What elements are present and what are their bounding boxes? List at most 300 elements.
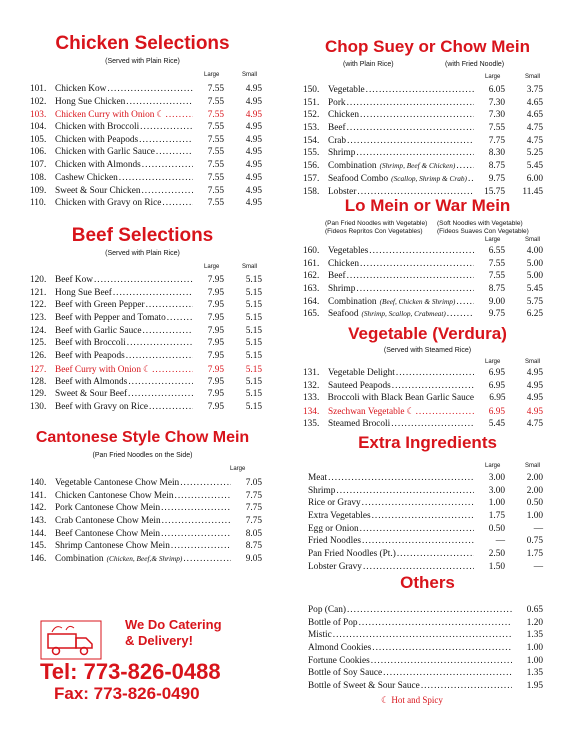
menu-item-row <box>303 84 543 97</box>
item-price-small: 4.95 <box>245 160 262 171</box>
item-name: Beef Curry with Onion <box>55 364 141 375</box>
item-price-small: 5.45 <box>526 284 543 295</box>
menu-item-row <box>30 515 262 528</box>
item-number: 135. <box>303 418 320 429</box>
item-price-large: 7.55 <box>207 185 224 196</box>
item-number: 145. <box>30 541 47 552</box>
menu-item-row <box>308 497 543 510</box>
extra-title: Extra Ingredients <box>358 433 497 452</box>
cantonese-col-large: Large <box>230 466 246 472</box>
item-price-small: 6.00 <box>526 173 543 184</box>
item-price-small: 4.95 <box>245 172 262 183</box>
item-name: Combination <box>328 296 377 307</box>
item-number: 161. <box>303 258 320 269</box>
item-name: Fortune Cookies <box>308 655 370 666</box>
cantonese-subtitle: (Pan Fried Noodles on the Side) <box>92 452 193 459</box>
item-name: Bottle of Soy Sauce <box>308 668 383 679</box>
extra-col-large: Large <box>485 463 501 469</box>
item-note: (Shrimp, Scallop, Crabmeat) <box>361 309 446 319</box>
dot-leader <box>127 337 193 350</box>
menu-item-row <box>308 617 543 630</box>
item-price-small: 5.45 <box>526 161 543 172</box>
item-name: Vegetable Cantonese Chow Mein <box>55 478 180 488</box>
item-name: Beef with Peapods <box>55 351 125 362</box>
menu-item-row <box>303 418 543 431</box>
item-price-small: — <box>533 523 543 534</box>
item-price-small: 5.15 <box>245 364 262 375</box>
spicy-legend <box>381 695 443 706</box>
item-price-large: 15.75 <box>484 186 505 197</box>
item-name: Steamed Brocoli <box>328 418 391 429</box>
item-number: 122. <box>30 300 47 311</box>
item-price-small: 4.65 <box>526 97 543 108</box>
menu-item-row <box>30 274 262 287</box>
dot-leader <box>356 283 474 296</box>
menu-item-row <box>303 308 543 321</box>
dot-leader <box>107 83 193 96</box>
item-number: 154. <box>303 135 320 146</box>
dot-leader <box>363 561 474 574</box>
telephone-number[interactable]: Tel: 773-826-0488 <box>40 659 221 684</box>
menu-item-row <box>303 122 543 135</box>
item-price-small: 6.25 <box>526 309 543 320</box>
item-number: 106. <box>30 147 47 158</box>
dot-leader <box>146 299 193 312</box>
item-price-small: 0.75 <box>526 536 543 547</box>
item-price-small: 4.95 <box>526 380 543 391</box>
item-price-large: 6.95 <box>488 368 505 378</box>
dot-leader <box>183 553 231 566</box>
item-note: (Shrimp, Beef & Chicken) <box>379 161 456 171</box>
chicken-col-large: Large <box>204 72 220 78</box>
item-name: Shrimp Cantonese Chow Mein <box>55 541 170 552</box>
item-price-small: 5.15 <box>245 401 262 412</box>
chili-icon: ☾ <box>156 109 165 120</box>
item-name: Combination <box>328 161 377 172</box>
menu-item-row <box>308 655 543 668</box>
item-price-large: 7.75 <box>488 135 505 146</box>
item-price-large: 7.75 <box>245 490 262 501</box>
dot-leader <box>180 477 231 490</box>
item-number: 123. <box>30 313 47 324</box>
item-name: Beef with Broccoli <box>55 338 126 349</box>
item-number: 160. <box>303 246 320 256</box>
lomein-sub-left-2: (Fideos Repritos Con Vegetables) <box>325 228 423 235</box>
item-price: 0.65 <box>526 605 543 615</box>
menu-item-row <box>30 96 262 109</box>
beef-title: Beef Selections <box>71 225 214 246</box>
menu-item-row <box>308 510 543 523</box>
item-price-large: 6.95 <box>488 380 505 391</box>
item-price-small: — <box>533 561 543 572</box>
item-name: Szechwan Vegetable <box>328 407 405 418</box>
chicken-list <box>30 83 262 210</box>
chopsuey-sub-left: (with Plain Rice) <box>343 61 394 68</box>
item-number: 146. <box>30 554 47 565</box>
item-name: Chicken with Gravy on Rice <box>55 198 162 209</box>
item-price-small: 4.95 <box>245 122 262 133</box>
dot-leader <box>421 680 512 693</box>
lomein-col-large: Large <box>485 237 501 243</box>
item-number: 109. <box>30 185 47 196</box>
item-price-large: 7.55 <box>207 84 224 94</box>
dot-leader <box>362 497 474 510</box>
item-name: Chicken Kow <box>55 84 107 94</box>
menu-item-row <box>30 528 262 541</box>
item-price: 1.35 <box>526 630 543 641</box>
menu-item-row <box>303 258 543 271</box>
item-name: Vegetables <box>328 246 369 256</box>
dot-leader <box>328 472 474 485</box>
item-price-large: 6.05 <box>488 85 505 95</box>
item-number: 103. <box>30 110 47 121</box>
item-price-large: 7.95 <box>207 338 224 349</box>
item-price-small: 4.95 <box>526 368 543 378</box>
item-price-small: 4.95 <box>245 84 262 94</box>
menu-item-row <box>30 312 262 325</box>
item-name: Fried Noodles <box>308 536 361 547</box>
menu-item-row <box>30 553 262 566</box>
catering-line-2: & Delivery! <box>125 633 193 648</box>
menu-item-row <box>303 380 543 393</box>
item-name: Extra Vegetables <box>308 511 371 522</box>
item-name: Bottle of Sweet & Sour Sauce <box>308 681 420 692</box>
item-number: 140. <box>30 478 47 488</box>
menu-item-row <box>308 535 543 548</box>
item-price-large: 7.95 <box>207 364 224 375</box>
item-name: Hong Sue Beef <box>55 287 112 298</box>
beef-col-large: Large <box>204 264 220 270</box>
dot-leader <box>142 325 193 338</box>
menu-item-row <box>303 245 543 258</box>
menu-item-row <box>30 401 262 414</box>
vegetable-subtitle: (Served with Steamed Rice) <box>383 347 472 354</box>
lomein-list <box>303 245 543 321</box>
chili-icon: ☾ <box>406 406 415 417</box>
item-number: 153. <box>303 123 320 134</box>
item-number: 124. <box>30 325 47 336</box>
item-price-small: 4.95 <box>245 198 262 209</box>
item-name: Pork Cantonese Chow Mein <box>55 503 161 514</box>
spicy-legend-label: Hot and Spicy <box>391 695 443 705</box>
dot-leader <box>347 270 474 283</box>
item-number: 104. <box>30 122 47 133</box>
item-price-large: 2.50 <box>488 549 505 560</box>
dot-leader <box>141 185 193 198</box>
chopsuey-sub-right: (with Fried Noodle) <box>445 61 505 68</box>
menu-item-row <box>30 490 262 503</box>
item-price-large: 7.95 <box>207 389 224 400</box>
item-price-large: 9.75 <box>488 173 505 184</box>
item-number: 102. <box>30 96 47 107</box>
menu-item-row <box>30 134 262 147</box>
dot-leader <box>161 528 231 541</box>
item-price-large: 7.95 <box>207 351 224 362</box>
item-price-large: 7.55 <box>207 110 224 121</box>
item-price-large: 8.75 <box>488 161 505 172</box>
item-name: Beef Kow <box>55 275 93 285</box>
item-price-large: 0.50 <box>488 523 505 534</box>
item-price-large: 8.75 <box>245 541 262 552</box>
item-name: Beef with Garlic Sauce <box>55 325 142 336</box>
dot-leader <box>128 376 193 389</box>
dot-leader <box>360 109 474 122</box>
dot-leader <box>142 159 193 172</box>
item-price-large: 1.00 <box>488 498 505 509</box>
menu-item-row <box>303 392 543 405</box>
item-price-large: 8.30 <box>488 148 505 159</box>
item-price-small: 4.75 <box>526 418 543 429</box>
item-number: 150. <box>303 85 320 95</box>
dot-leader <box>396 367 474 380</box>
item-name: Lobster Gravy <box>308 561 362 572</box>
menu-item-row <box>308 548 543 561</box>
dot-leader <box>372 642 512 655</box>
vegetable-col-small: Small <box>525 359 541 365</box>
item-price-large: 7.55 <box>207 96 224 107</box>
item-price-small: 5.25 <box>526 148 543 159</box>
item-price-large: 6.95 <box>489 393 506 404</box>
menu-item-row <box>30 159 262 172</box>
item-name: Chicken with Garlic Sauce <box>55 147 155 158</box>
item-price-large: 7.55 <box>488 258 505 269</box>
dot-leader <box>347 135 474 148</box>
item-price-large: 7.95 <box>207 275 224 285</box>
dot-leader <box>456 160 474 173</box>
dot-leader <box>383 667 512 680</box>
menu-item-row <box>303 160 543 173</box>
item-name: Egg or Onion <box>308 523 359 534</box>
menu-item-row <box>303 270 543 283</box>
item-price-large: 7.55 <box>207 147 224 158</box>
others-title: Others <box>400 573 455 592</box>
item-number: 142. <box>30 503 47 514</box>
item-price-large: 7.95 <box>207 313 224 324</box>
item-price-small: 3.75 <box>526 85 543 95</box>
item-name: Chicken Cantonese Chow Mein <box>55 490 174 501</box>
item-note: (Chicken, Beef,& Shrimp) <box>106 554 183 564</box>
item-number: 105. <box>30 134 47 145</box>
menu-item-row <box>303 283 543 296</box>
delivery-truck-icon <box>40 620 102 660</box>
item-number: 121. <box>30 287 47 298</box>
item-price-large: 8.75 <box>488 284 505 295</box>
item-number: 128. <box>30 376 47 387</box>
item-number: 110. <box>30 198 46 209</box>
menu-item-row <box>30 108 262 121</box>
menu-item-row <box>303 296 543 309</box>
item-number: 134. <box>303 407 320 418</box>
item-price-large: 7.95 <box>207 376 224 387</box>
item-name: Cashew Chicken <box>55 172 118 183</box>
vegetable-col-large: Large <box>485 359 501 365</box>
item-number: 143. <box>30 516 47 527</box>
menu-item-row <box>303 109 543 122</box>
menu-item-row <box>308 472 543 485</box>
item-price-large: 7.55 <box>207 198 224 209</box>
item-name: Lobster <box>328 186 357 197</box>
dot-leader <box>162 515 231 528</box>
dot-leader <box>149 401 193 414</box>
dot-leader <box>347 97 474 110</box>
lomein-col-small: Small <box>525 237 541 243</box>
item-number: 152. <box>303 110 320 121</box>
item-name: Chicken <box>328 110 359 121</box>
item-name: Bottle of Pop <box>308 617 358 628</box>
item-price-small: 4.00 <box>526 246 543 256</box>
dot-leader <box>119 172 193 185</box>
item-price-small: 4.95 <box>245 96 262 107</box>
chopsuey-col-small: Small <box>525 74 541 80</box>
menu-item-row <box>303 97 543 110</box>
item-price: 1.35 <box>526 668 543 679</box>
dot-leader <box>140 121 193 134</box>
menu-item-row <box>308 629 543 642</box>
item-price: 1.95 <box>526 681 543 692</box>
item-name: Seafood <box>328 309 359 320</box>
item-price-large: 6.95 <box>488 407 505 418</box>
menu-item-row <box>303 405 543 418</box>
item-price-small: 5.00 <box>526 258 543 269</box>
menu-item-row <box>303 367 543 380</box>
dot-leader <box>333 629 512 642</box>
item-price-small: 1.75 <box>526 549 543 560</box>
menu-item-row <box>30 121 262 134</box>
item-name: Beef with Pepper and Tomato <box>55 313 166 324</box>
item-name: Broccoli with Black Bean Garlic Sauce <box>327 393 475 404</box>
item-name: Combination <box>55 554 104 565</box>
beef-subtitle: (Served with Plain Rice) <box>105 250 180 257</box>
item-name: Chicken with Broccoli <box>55 122 140 133</box>
chicken-subtitle: (Served with Plain Rice) <box>105 58 180 65</box>
item-name: Beef <box>328 123 346 134</box>
menu-item-row <box>30 363 262 376</box>
item-price-small: 5.15 <box>245 325 262 336</box>
extra-list <box>308 472 543 574</box>
item-price-large: 6.55 <box>488 246 505 256</box>
chicken-col-small: Small <box>242 72 258 78</box>
item-name: Pork <box>328 97 346 108</box>
item-number: 155. <box>303 148 320 159</box>
menu-item-row <box>308 680 543 693</box>
dot-leader <box>468 173 474 186</box>
lomein-sub-right-2: (Fideos Suaves Con Vegetable) <box>437 228 529 235</box>
item-number: 162. <box>303 271 320 282</box>
dot-leader <box>397 548 474 561</box>
item-price: 1.20 <box>526 617 543 628</box>
menu-item-row <box>30 287 262 300</box>
item-price-small: 5.15 <box>245 338 262 349</box>
item-price-small: 1.00 <box>526 511 543 522</box>
menu-item-row <box>30 502 262 515</box>
item-number: 132. <box>303 380 320 391</box>
menu-item-row <box>308 642 543 655</box>
menu-item-row <box>30 325 262 338</box>
beef-col-small: Small <box>242 264 258 270</box>
catering-line-1: We Do Catering <box>125 617 222 632</box>
item-name: Pan Fried Noodles (Pt.) <box>308 549 396 560</box>
menu-item-row <box>30 388 262 401</box>
dot-leader <box>113 287 193 300</box>
item-number: 164. <box>303 296 320 307</box>
lomein-sub-right-1: (Soft Noodles with Vegetable) <box>437 220 523 227</box>
lomein-title: Lo Mein or War Mein <box>344 196 511 215</box>
item-price-small: 4.95 <box>526 407 543 418</box>
item-price-large: 7.75 <box>245 516 262 527</box>
dot-leader <box>369 245 474 258</box>
dot-leader <box>362 535 474 548</box>
dot-leader <box>167 312 193 325</box>
item-name: Chicken with Almonds <box>55 160 141 171</box>
item-number: 131. <box>303 368 320 378</box>
item-number: 151. <box>303 97 320 108</box>
item-price-small: 11.45 <box>522 186 543 197</box>
menu-item-row <box>30 337 262 350</box>
item-price: 1.00 <box>526 643 543 654</box>
menu-item-row <box>30 185 262 198</box>
item-name: Meat <box>308 473 328 483</box>
item-name: Shrimp <box>308 485 336 496</box>
item-number: 157. <box>303 173 320 184</box>
item-name: Beef with Almonds <box>55 376 128 387</box>
item-name: Chicken with Peapods <box>55 134 139 145</box>
item-price-large: 7.95 <box>207 401 224 412</box>
item-price-small: 0.50 <box>526 498 543 509</box>
others-list <box>308 604 543 693</box>
item-price-large: 7.95 <box>207 300 224 311</box>
chicken-title: Chicken Selections <box>55 33 230 54</box>
item-price-large: 5.45 <box>488 418 505 429</box>
item-price-small: 5.15 <box>245 287 262 298</box>
item-number: 144. <box>30 528 47 539</box>
item-name: Chicken <box>328 258 359 269</box>
menu-item-row <box>308 523 543 536</box>
fax-number: Fax: 773-826-0490 <box>54 684 200 703</box>
item-price-large: 3.00 <box>488 485 505 496</box>
item-price-large: 1.75 <box>488 511 505 522</box>
item-price-small: 5.15 <box>245 389 262 400</box>
item-price-large: 7.30 <box>488 110 505 121</box>
item-name: Chicken Curry with Onion <box>55 110 155 121</box>
dot-leader <box>347 604 512 617</box>
dot-leader <box>128 388 193 401</box>
item-number: 120. <box>30 275 47 285</box>
item-price-large: 7.55 <box>488 123 505 134</box>
item-name: Beef with Gravy on Rice <box>55 401 148 412</box>
item-price-small: 4.75 <box>526 135 543 146</box>
menu-item-row <box>308 485 543 498</box>
item-number: 125. <box>30 338 47 349</box>
menu-item-row <box>30 299 262 312</box>
item-price-large: 3.00 <box>488 473 505 483</box>
dot-leader <box>156 146 193 159</box>
item-price-large: — <box>495 536 505 547</box>
dot-leader <box>356 147 474 160</box>
item-number: 163. <box>303 284 320 295</box>
item-price-large: 7.55 <box>207 134 224 145</box>
item-number: 133. <box>303 393 320 404</box>
item-number: 165. <box>303 309 320 320</box>
item-price-small: 5.15 <box>245 351 262 362</box>
item-price-large: 7.55 <box>207 122 224 133</box>
item-price-small: 4.95 <box>245 110 262 121</box>
dot-leader <box>371 655 512 668</box>
item-price-small: 4.65 <box>526 110 543 121</box>
item-price-small: 2.00 <box>526 485 543 496</box>
dot-leader <box>456 296 474 309</box>
menu-item-row <box>308 561 543 574</box>
chili-icon: ☾ <box>381 695 390 705</box>
